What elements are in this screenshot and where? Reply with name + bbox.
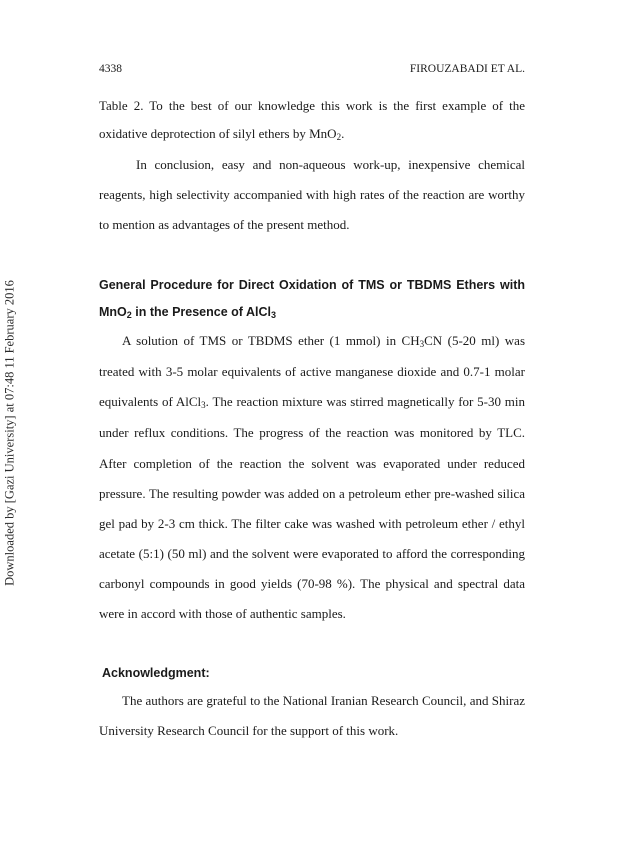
paragraph-line: A solution of TMS or TBDMS ether (1 mmol) in $CH_3CN$ (5-20 ml) was xyxy=(122,333,525,349)
download-watermark xyxy=(0,268,20,598)
paragraph-line: pressure. The resulting powder was added on a petroleum ether pre-washed silica xyxy=(99,486,525,501)
paragraph-line: gel pad by 2-3 cm thick. The filter cake was washed with petroleum ether / ethyl xyxy=(99,516,525,531)
paragraph-line: acetate (5:1) (50 ml) and the solvent were evaporated to afford the corresponding xyxy=(99,546,525,561)
paragraph-line: carbonyl compounds in good yields (70-98 %). The physical and spectral data xyxy=(99,576,525,591)
page-number: 4338 xyxy=(99,63,122,75)
download-watermark-text: Downloaded by [Gazi University] at 07:48 11 February 2016 xyxy=(2,280,17,586)
paragraph-line: treated with 3-5 molar equivalents of active manganese dioxide and 0.7-1 molar xyxy=(99,364,525,379)
paragraph-line: to mention as advantages of the present method. xyxy=(99,217,350,232)
acknowledgment-heading: Acknowledgment: xyxy=(102,666,210,680)
paragraph-line: reagents, high selectivity accompanied with high rates of the reaction are worthy xyxy=(99,187,525,202)
section-heading: General Procedure for Direct Oxidation of TMS or TBDMS Ethers with xyxy=(99,278,525,292)
paragraph-line: In conclusion, easy and non-aqueous work-up, inexpensive chemical xyxy=(136,157,525,172)
paragraph-line: oxidative deprotection of silyl ethers by MnO$_2$. xyxy=(99,126,345,142)
paragraph-line: under reflux conditions. The progress of the reaction was monitored by TLC. xyxy=(99,425,525,440)
page-header xyxy=(99,63,525,83)
paragraph-line: University Research Council for the support of this work. xyxy=(99,723,399,738)
paragraph-line: The authors are grateful to the National Iranian Research Council, and Shiraz xyxy=(122,693,525,708)
paragraph-line: were in accord with those of authentic samples. xyxy=(99,606,346,621)
paragraph-line: Table 2. To the best of our knowledge this work is the first example of the xyxy=(99,98,525,113)
paragraph-line: After completion of the reaction the solvent was evaporated under reduced xyxy=(99,456,525,471)
section-heading: MnO$_2$ in the Presence of AlCl$_3$ xyxy=(99,305,276,320)
running-head: FIROUZABADI ET AL. xyxy=(409,63,525,75)
paragraph-line: equivalents of AlCl$_3$. The reaction mixture was stirred magnetically for 5-30 min xyxy=(99,394,525,410)
